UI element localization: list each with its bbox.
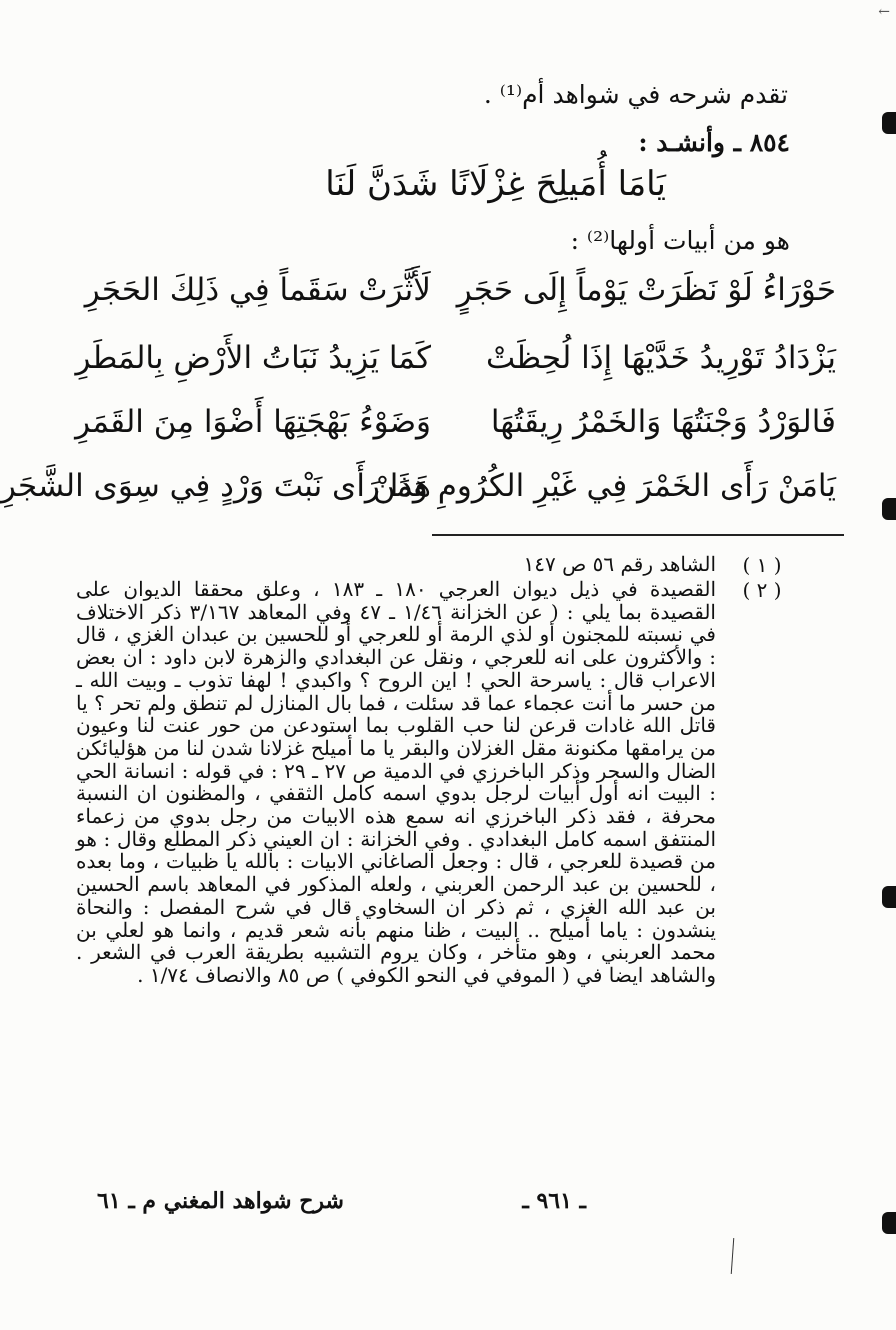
running-footer-title: شرح شواهد المغني م ـ ٦١ bbox=[97, 1188, 344, 1214]
intro-line: تقدم شرحه في شواهد أم⁽¹⁾ . bbox=[483, 80, 788, 109]
witness-heading: ٨٥٤ ـ وأنشـد : bbox=[638, 128, 790, 157]
footnote-number: ( ٢ ) bbox=[742, 578, 782, 602]
footnote-text: القصيدة في ذيل ديوان العرجي ١٨٠ ـ ١٨٣ ، وعلق محققا الديوان على القصيدة بما يلي : ( عن الخزانة ١/٤٦ ـ ٤٧ وفي المعاهد ٣/١٦٧ ذكر الاختلاف في نسبته للمجنون أو لذي الرمة أو للعرجي أو للحسين بن عبدان الغزي ، قال : والأكثرون على انه للعرجي ، ونقل عن البغدادي والزهرة لابن داود : ان بعض الاعراب قال : ياسرحة الحي ! اين الروح ؟ واكبدي ! لهفا تذوب ـ وبيت الله ـ من حسر ما أنت عجماء عما قد سئلت ، فما بال المنازل لم تنطق ولم تحر ؟ يا قاتل الله غادات قرعن لنا حب القلوب بما استودعن من حور عنت لنا وعيون من يرامقها مكنونة مقل الغزلان والبقر يا ما أميلح غزلانا شدن لنا من هؤليائكن الضال والسحر وذكر الباخرزي في الدمية ص ٢٧ ـ ٢٩ : في قوله : انسانة الحي : البيت انه أول أبيات لرجل بدوي اسمه كامل الثقفي ، والمظنون ان النسبة محرفة ، فقد ذكر الباخرزي انه سمع هذه الابيات من رجل بدوي من زعماء المنتفق اسمه كامل البغدادي . وفي الخزانة : ان العيني ذكر المطلع وقال : هو من قصيدة للعرجي ، قال : وجعل الصاغاني الابيات : بالله يا ظبيات ، وما بعده ، للحسين بن عبد الرحمن العربني ، ولعله المذكور في المعاهد باسم الحسين بن عبد الله الغزي ، ثم ذكر ان السخاوي قال في شرح المفصل : والنحاة ينشدون : ياما أميلح .. البيت ، ظنا منهم بأنه شعر قديم ، وانما هو لعلي بن محمد العربني ، وهو متأخر ، وكان يروم التشبيه بطريقة العرب في الشعر . والشاهد ايضا في ( الموفي في النحو الكوفي ) ص ٨٥ والانصاف ١/٧٤ . bbox=[76, 577, 717, 987]
poem-hemistich-right: حَوْرَاءُ لَوْ نَظَرَتْ يَوْماً إِلَى حَجَرٍ bbox=[456, 272, 836, 308]
footnote-separator bbox=[432, 534, 844, 536]
witness-verse: يَامَا أُمَيلِحَ غِزْلَانًا شَدَنَّ لَنَا bbox=[325, 164, 666, 204]
margin-tab-mark bbox=[882, 112, 896, 134]
poem-hemistich-left: لَأَثَّرَتْ سَقَماً فِي ذَلِكَ الحَجَرِ bbox=[84, 272, 431, 308]
margin-tab-mark bbox=[882, 1212, 896, 1234]
poem-hemistich-right: يَامَنْ رَأَى الخَمْرَ فِي غَيْرِ الكُرُومِ وَمَنْ bbox=[372, 468, 836, 504]
margin-tab-mark bbox=[882, 498, 896, 520]
poem-hemistich-left: كَمَا يَزِيدُ نَبَاتُ الأَرْضِ بِالمَطَرِ bbox=[75, 340, 431, 376]
scan-mark bbox=[731, 1238, 735, 1274]
page-number: ـ ٩٦١ ـ bbox=[522, 1188, 586, 1214]
footnote-text: الشاهد رقم ٥٦ ص ١٤٧ bbox=[523, 552, 716, 576]
poem-hemistich-right: فَالوَرْدُ وَجْنَتُهَا وَالخَمْرُ رِيقَتُهَا bbox=[490, 404, 836, 440]
poem-hemistich-left: وَضَوْءُ بَهْجَتِهَا أَضْوَا مِنَ القَمَرِ bbox=[75, 404, 431, 440]
footnote-number: ( ١ ) bbox=[742, 553, 782, 577]
intro-line-2: هو من أبيات أولها⁽²⁾ : bbox=[570, 226, 790, 255]
poem-hemistich-left: هَذَا رَأَى نَبْتَ وَرْدٍ فِي سِوَى الشَّجَرِ bbox=[0, 468, 431, 504]
margin-tab-mark bbox=[882, 886, 896, 908]
corner-mark: ← bbox=[878, 4, 890, 20]
poem-hemistich-right: يَزْدَادُ تَوْرِيدُ خَدَّيْهَا إِذَا لُحِظَتْ bbox=[485, 340, 836, 376]
